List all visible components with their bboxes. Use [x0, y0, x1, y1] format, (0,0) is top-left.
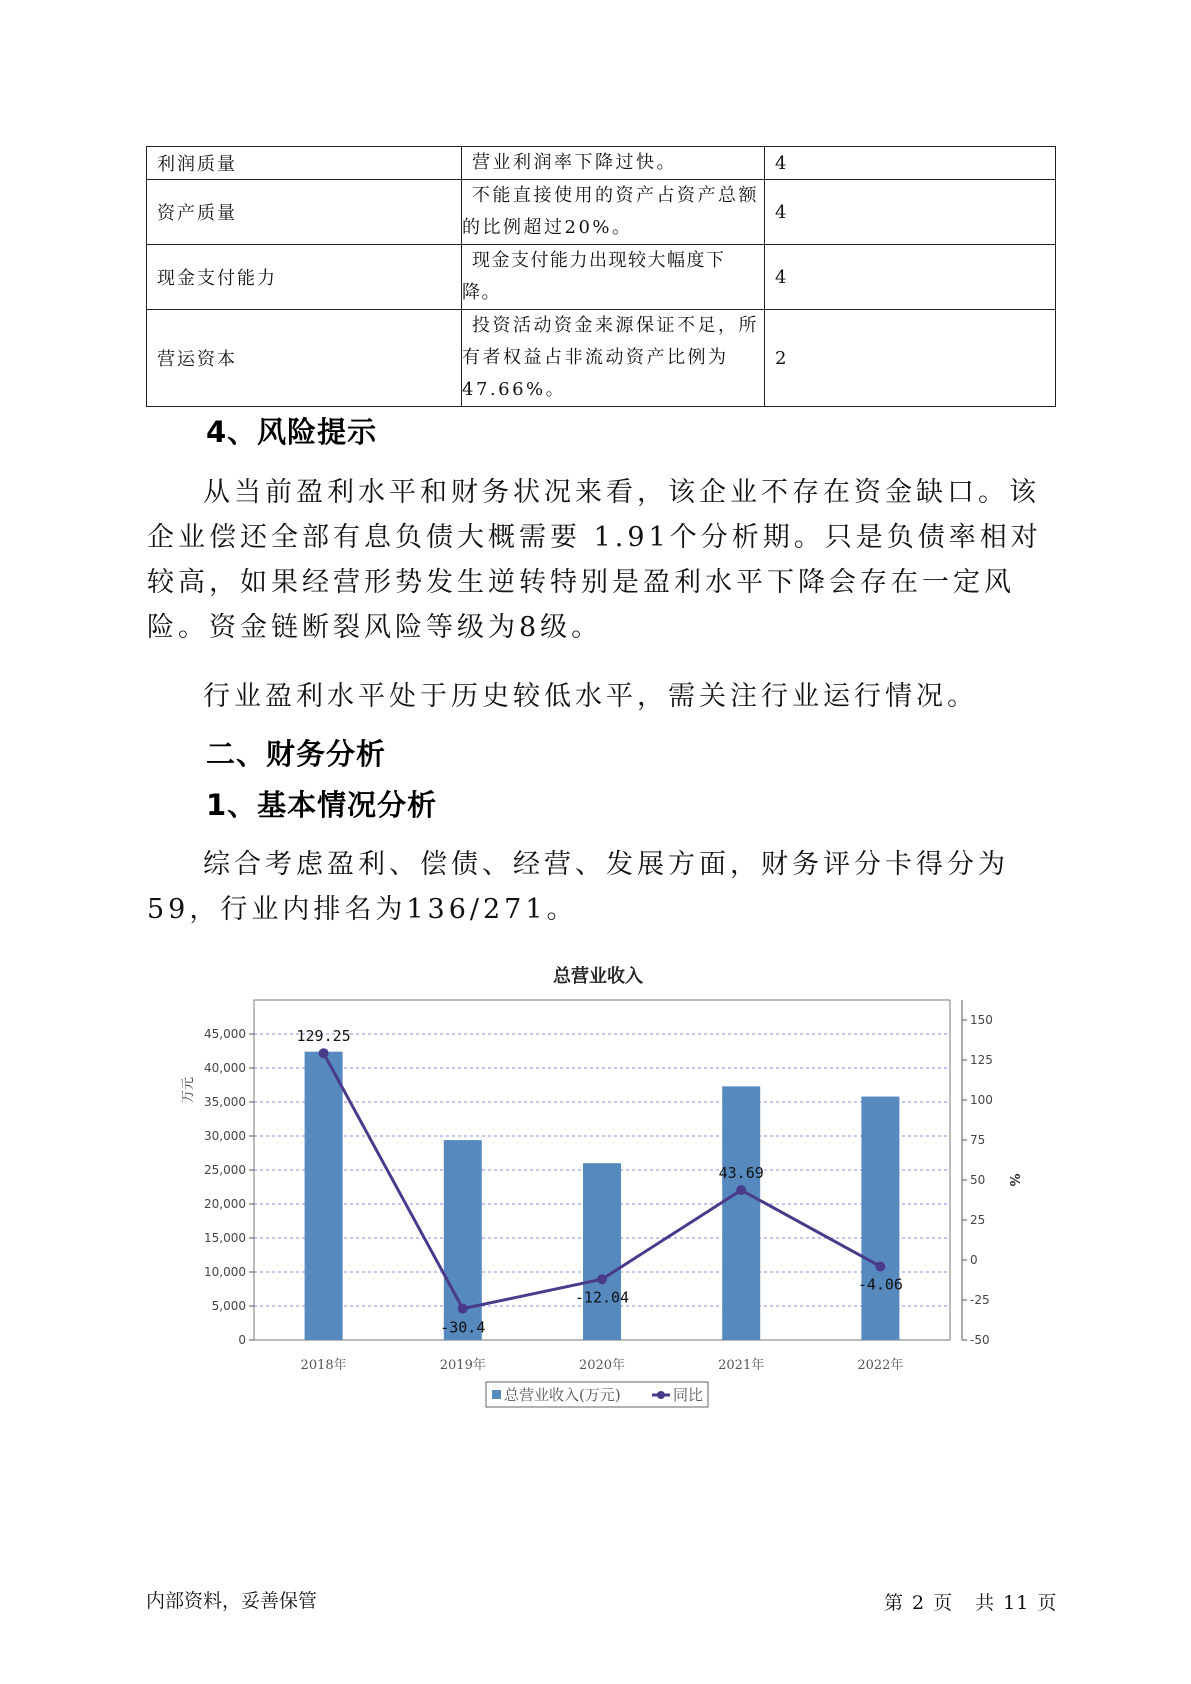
table-row	[147, 310, 1056, 407]
score-paragraph	[147, 842, 1059, 932]
table-cell-item: 现金支付能力	[147, 245, 462, 310]
x-tick-label: 2018年	[300, 1358, 347, 1373]
risk-table	[146, 146, 1056, 407]
score-paragraph-text: 综合考虑盈利、偿债、经营、发展方面，财务评分卡得分为59，行业内排名为136/271。	[147, 849, 1009, 925]
table-row	[147, 180, 1056, 245]
section-heading-finance: 二、财务分析	[206, 737, 387, 771]
desc-line: 现金支付能力出现较大幅度下降。	[462, 250, 726, 303]
point-yoy	[319, 1048, 329, 1058]
desc-line: 投资活动资金来源保证不足，所	[472, 315, 759, 336]
data-label-yoy: -12.04	[574, 1288, 630, 1307]
plot-area	[204, 1000, 993, 1373]
y-tick-label: 25,000	[204, 1163, 246, 1177]
page-word: 页	[1037, 1592, 1058, 1614]
table-row	[147, 147, 1056, 180]
point-yoy	[736, 1185, 746, 1195]
total-word: 共	[975, 1592, 996, 1614]
chart-legend	[486, 1382, 708, 1407]
table-cell-desc	[462, 147, 765, 180]
y-tick-label: 40,000	[204, 1061, 246, 1075]
bar-revenue	[861, 1097, 899, 1340]
point-yoy	[458, 1304, 468, 1314]
table-row	[147, 245, 1056, 310]
table-cell-item: 资产质量	[147, 180, 462, 245]
chart-title: 总营业收入	[553, 966, 643, 987]
revenue-chart	[180, 955, 1040, 1425]
y-tick-label: 0	[238, 1333, 246, 1347]
page-word: 第	[884, 1592, 905, 1614]
page-num: 2	[912, 1592, 926, 1614]
y-tick-label: 15,000	[204, 1231, 246, 1245]
legend-swatch-marker	[657, 1391, 665, 1399]
y2-axis-label: %	[1006, 1173, 1021, 1187]
y2-tick-label: 25	[970, 1213, 986, 1227]
table-cell-score: 2	[765, 310, 1056, 407]
desc-line: 的比例超过20%。	[462, 217, 633, 238]
bar-revenue	[305, 1052, 343, 1340]
page-word: 页	[933, 1592, 954, 1614]
table-cell-item: 营运资本	[147, 310, 462, 407]
data-label-yoy: -30.4	[440, 1318, 486, 1337]
y-tick-label: 5,000	[211, 1299, 246, 1313]
y2-tick-label: -50	[970, 1333, 990, 1347]
footer-confidential: 内部资料，妥善保管	[146, 1590, 318, 1612]
point-yoy	[597, 1274, 607, 1284]
y-axis-label: 万元	[181, 1076, 196, 1104]
y-tick-label: 30,000	[204, 1129, 246, 1143]
desc-line: 营业利润率下降过快。	[472, 152, 677, 173]
y2-tick-label: 0	[970, 1253, 978, 1267]
y-tick-label: 10,000	[204, 1265, 246, 1279]
legend-swatch-bar	[492, 1390, 501, 1399]
legend-label-revenue: 总营业收入(万元)	[504, 1386, 621, 1404]
table-cell-score: 4	[765, 245, 1056, 310]
y-tick-label: 35,000	[204, 1095, 246, 1109]
bar-revenue	[722, 1086, 760, 1340]
y2-tick-label: -25	[970, 1293, 990, 1307]
y-tick-label: 20,000	[204, 1197, 246, 1211]
x-tick-label: 2019年	[439, 1358, 486, 1373]
desc-line: 47.66%。	[462, 379, 567, 400]
subheading-basic-analysis: 1、基本情况分析	[206, 788, 438, 822]
total-num: 11	[1003, 1592, 1030, 1614]
data-label-yoy: 129.25	[296, 1027, 351, 1046]
industry-paragraph-text: 行业盈利水平处于历史较低水平，需关注行业运行情况。	[203, 681, 978, 712]
y2-tick-label: 150	[970, 1013, 993, 1027]
risk-paragraph-text: 从当前盈利水平和财务状况来看，该企业不存在资金缺口。该企业偿还全部有息负债大概需要 1.91个分析期。只是负债率相对较高，如果经营形势发生逆转特别是盈利水平下降会存在一定风险。资金链断裂风险等级为8级。	[147, 477, 1042, 643]
y2-tick-label: 100	[970, 1093, 993, 1107]
section-heading-risk: 4、风险提示	[206, 415, 378, 449]
x-tick-label: 2022年	[857, 1358, 904, 1373]
y-tick-label: 45,000	[204, 1027, 246, 1041]
y2-tick-label: 75	[970, 1133, 986, 1147]
industry-paragraph	[147, 674, 1059, 719]
x-tick-label: 2021年	[718, 1358, 765, 1373]
footer-page-number	[884, 1588, 1065, 1615]
desc-line: 不能直接使用的资产占资产总额	[472, 185, 759, 206]
table-cell-desc	[462, 245, 765, 310]
table-cell-score: 4	[765, 147, 1056, 180]
table-cell-score: 4	[765, 180, 1056, 245]
x-tick-label: 2020年	[578, 1358, 626, 1373]
table-cell-desc	[462, 180, 765, 245]
table-cell-desc	[462, 310, 765, 407]
risk-paragraph	[147, 470, 1059, 650]
table-cell-item: 利润质量	[147, 147, 462, 180]
data-label-yoy: 43.69	[718, 1164, 764, 1183]
point-yoy	[875, 1261, 885, 1271]
legend-label-yoy: 同比	[673, 1386, 704, 1404]
bar-revenue	[583, 1163, 621, 1340]
data-label-yoy: -4.06	[857, 1275, 903, 1294]
y2-tick-label: 125	[970, 1053, 993, 1067]
y2-tick-label: 50	[970, 1173, 986, 1187]
desc-line: 有者权益占非流动资产比例为	[462, 347, 729, 368]
